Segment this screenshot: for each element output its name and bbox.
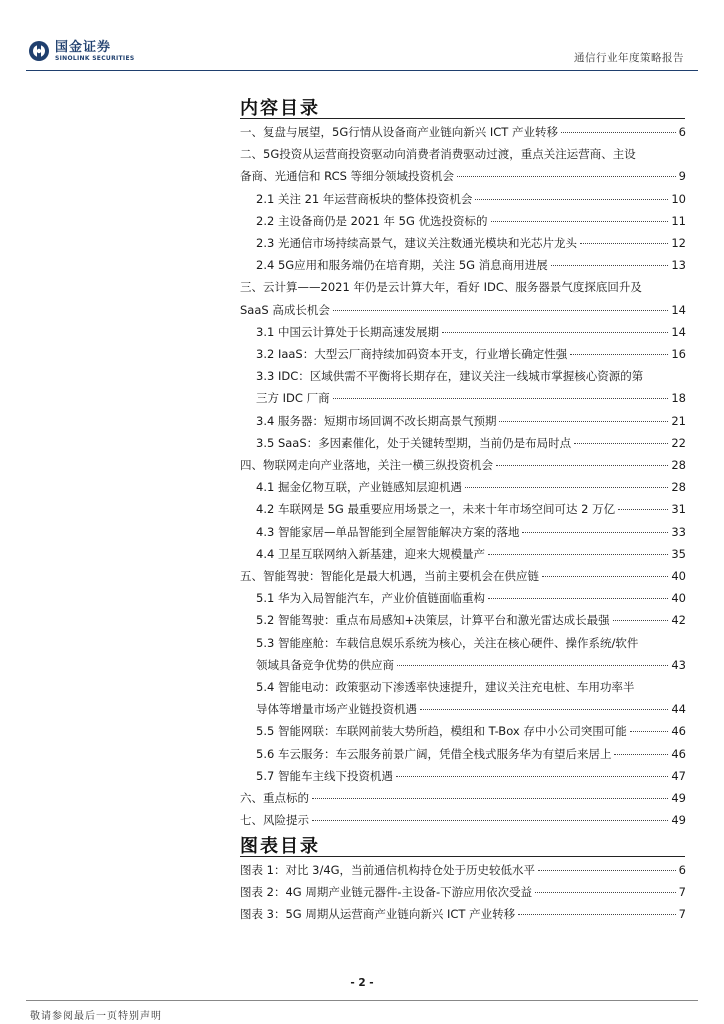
dot-leader bbox=[488, 554, 668, 555]
toc-entry[interactable] bbox=[240, 609, 686, 631]
toc-entry-page: 13 bbox=[671, 258, 686, 273]
figures-title: 图表目录 bbox=[240, 836, 320, 857]
toc-entry-page: 35 bbox=[671, 546, 686, 561]
dot-leader bbox=[442, 332, 668, 333]
dot-leader bbox=[574, 443, 668, 444]
toc-entry-page: 16 bbox=[671, 347, 686, 362]
toc-entry[interactable] bbox=[240, 410, 686, 432]
toc-entry[interactable] bbox=[240, 632, 686, 676]
toc-entry-text: 4.1 掘金亿物互联，产业链感知层迎机遇 bbox=[256, 480, 462, 495]
toc-entry[interactable] bbox=[240, 432, 686, 454]
toc-entry-page: 18 bbox=[671, 391, 686, 406]
toc-entry[interactable] bbox=[240, 498, 686, 520]
toc-entry[interactable] bbox=[240, 343, 686, 365]
dot-leader bbox=[542, 576, 668, 577]
toc-entry-page: 46 bbox=[671, 746, 686, 761]
toc-entry-text: 4.3 智能家居—单品智能到全屋智能解决方案的落地 bbox=[256, 524, 520, 539]
toc-entry-text: 5.1 华为入局智能汽车，产业价值链面临重构 bbox=[256, 591, 485, 606]
toc-entry-text: 四、物联网走向产业落地，关注一横三纵投资机会 bbox=[240, 458, 493, 473]
toc-entry-text: 2.3 光通信市场持续高景气，建议关注数通光模块和光芯片龙头 bbox=[256, 236, 577, 251]
toc-entry-text: 2.1 关注 21 年运营商板块的整体投资机会 bbox=[256, 191, 473, 206]
toc-entry-text: 导体等增量市场产业链投资机遇 bbox=[256, 702, 417, 717]
company-logo bbox=[28, 40, 134, 62]
toc-entry-page: 12 bbox=[671, 236, 686, 251]
dot-leader bbox=[312, 820, 668, 821]
toc-entry[interactable] bbox=[240, 521, 686, 543]
page-number: - 2 - bbox=[350, 977, 374, 989]
toc-entry-page: 21 bbox=[671, 413, 686, 428]
dot-leader bbox=[630, 731, 669, 732]
toc-entry[interactable] bbox=[240, 276, 686, 320]
toc-entry-text: 5.2 智能驾驶：重点布局感知+决策层，计算平台和激光雷达成长最强 bbox=[256, 613, 610, 628]
dot-leader bbox=[475, 199, 668, 200]
sinolink-logo-icon bbox=[28, 40, 50, 62]
toc-entry[interactable] bbox=[240, 720, 686, 742]
dot-leader bbox=[580, 243, 668, 244]
toc-entry-page: 14 bbox=[671, 302, 686, 317]
dot-leader bbox=[333, 398, 669, 399]
toc-entry-text: 5.7 智能车主线下投资机遇 bbox=[256, 768, 393, 783]
dot-leader bbox=[499, 421, 668, 422]
toc-entry[interactable] bbox=[240, 587, 686, 609]
toc-entry-text-line: 二、5G投资从运营商投资驱动向消费者消费驱动过渡，重点关注运营商、主设 bbox=[240, 147, 636, 162]
dot-leader bbox=[496, 465, 668, 466]
contents-title: 内容目录 bbox=[240, 98, 320, 119]
toc-entry-page: 49 bbox=[671, 791, 686, 806]
toc-entry[interactable] bbox=[240, 743, 686, 765]
dot-leader bbox=[457, 176, 676, 177]
toc-entry-text: 备商、光通信和 RCS 等细分领域投资机会 bbox=[240, 169, 455, 184]
toc-entry-text: 3.5 SaaS：多因素催化，处于关键转型期，当前仍是布局时点 bbox=[256, 435, 572, 450]
toc-entry-text: 三方 IDC 厂商 bbox=[256, 391, 330, 406]
toc-entry[interactable] bbox=[240, 454, 686, 476]
toc-entry-text-line: 三、云计算——2021 年仍是云计算大年，看好 IDC、服务器景气度探底回升及 bbox=[240, 280, 642, 295]
toc-entry-page: 10 bbox=[671, 191, 686, 206]
toc-entry-page: 44 bbox=[671, 702, 686, 717]
dot-leader bbox=[333, 310, 669, 311]
dot-leader bbox=[535, 892, 676, 893]
footer-disclaimer: 敬请参阅最后一页特别声明 bbox=[30, 1011, 162, 1022]
toc-entry-text: 3.2 IaaS：大型云厂商持续加码资本开支，行业增长确定性强 bbox=[256, 347, 568, 362]
page-header bbox=[0, 0, 724, 70]
toc-entry[interactable] bbox=[240, 787, 686, 809]
toc-entry[interactable] bbox=[240, 809, 686, 831]
toc-entry[interactable] bbox=[240, 232, 686, 254]
toc-entry-page: 43 bbox=[671, 657, 686, 672]
toc-entry-text: 4.2 车联网是 5G 最重要应用场景之一，未来十年市场空间可达 2 万亿 bbox=[256, 502, 616, 517]
toc-entry-page: 42 bbox=[671, 613, 686, 628]
figure-entry[interactable] bbox=[240, 859, 686, 881]
dot-leader bbox=[613, 620, 669, 621]
toc-entry-text: 五、智能驾驶：智能化是最大机遇，当前主要机会在供应链 bbox=[240, 569, 539, 584]
dot-leader bbox=[491, 221, 669, 222]
toc-entry-page: 28 bbox=[671, 480, 686, 495]
toc-entry-text: 一、复盘与展望，5G行情从设备商产业链向新兴 ICT 产业转移 bbox=[240, 125, 558, 139]
toc-entry-text: 领域具备竞争优势的供应商 bbox=[256, 657, 394, 672]
toc-entry-page: 14 bbox=[671, 324, 686, 339]
toc-entry-page: 49 bbox=[671, 813, 686, 828]
toc-entry-page: 22 bbox=[671, 435, 686, 450]
toc-entry-text-line: 5.3 智能座舱：车载信息娱乐系统为核心，关注在核心硬件、操作系统/软件 bbox=[256, 635, 639, 650]
toc-entry-text: 5.6 车云服务：车云服务前景广阔，凭借全栈式服务华为有望后来居上 bbox=[256, 746, 612, 761]
figure-entry-text: 图表 3：5G 周期从运营商产业链向新兴 ICT 产业转移 bbox=[240, 907, 516, 922]
dot-leader bbox=[522, 532, 668, 533]
figures-title-rule bbox=[240, 856, 685, 857]
toc-entry-page: 40 bbox=[671, 569, 686, 584]
toc-entry[interactable] bbox=[240, 565, 686, 587]
figure-entry-page: 7 bbox=[678, 885, 686, 900]
toc-entry-text: 六、重点标的 bbox=[240, 791, 309, 806]
toc-entry-page: 6 bbox=[678, 125, 686, 139]
toc-entry[interactable] bbox=[240, 543, 686, 565]
toc-entry[interactable] bbox=[240, 765, 686, 787]
toc-entry-page: 40 bbox=[671, 591, 686, 606]
dot-leader bbox=[538, 870, 676, 871]
toc-entry-text: 2.2 主设备商仍是 2021 年 5G 优选投资标的 bbox=[256, 213, 488, 228]
figure-entry[interactable] bbox=[240, 903, 686, 925]
toc-entry-page: 9 bbox=[678, 169, 686, 184]
toc-entry-page: 11 bbox=[671, 213, 686, 228]
dot-leader bbox=[551, 265, 669, 266]
toc-entry-text: 3.1 中国云计算处于长期高速发展期 bbox=[256, 324, 439, 339]
toc-entry-text: 2.4 5G应用和服务端仍在培育期，关注 5G 消息商用进展 bbox=[256, 258, 548, 273]
toc-entry-text-line: 3.3 IDC：区域供需不平衡将长期存在，建议关注一线城市掌握核心资源的第 bbox=[256, 369, 644, 384]
dot-leader bbox=[396, 776, 668, 777]
table-of-contents bbox=[240, 121, 686, 832]
dot-leader bbox=[312, 798, 668, 799]
dot-leader bbox=[465, 487, 668, 488]
toc-entry-text-line: 5.4 智能电动：政策驱动下渗透率快速提升，建议关注充电桩、车用功率半 bbox=[256, 680, 635, 695]
figure-entry-page: 7 bbox=[678, 907, 686, 922]
figure-entry-page: 6 bbox=[678, 863, 686, 877]
figure-entry-text: 图表 1：对比 3/4G，当前通信机构持仓处于历史较低水平 bbox=[240, 863, 536, 877]
dot-leader bbox=[518, 914, 676, 915]
dot-leader bbox=[570, 354, 668, 355]
toc-entry[interactable] bbox=[240, 254, 686, 276]
logo-english-name: SINOLINK SECURITIES bbox=[55, 54, 135, 62]
toc-entry-page: 47 bbox=[671, 768, 686, 783]
figure-entry-text: 图表 2：4G 周期产业链元器件-主设备-下游应用依次受益 bbox=[240, 885, 533, 900]
toc-entry-page: 31 bbox=[671, 502, 686, 517]
logo-chinese-name: 国金证券 bbox=[55, 39, 112, 55]
toc-entry-page: 28 bbox=[671, 458, 686, 473]
report-title: 通信行业年度策略报告 bbox=[574, 52, 684, 64]
dot-leader bbox=[614, 754, 668, 755]
toc-entry[interactable] bbox=[240, 676, 686, 720]
toc-entry-text: 3.4 服务器：短期市场回调不改长期高景气预期 bbox=[256, 413, 497, 428]
toc-entry[interactable] bbox=[240, 365, 686, 409]
dot-leader bbox=[561, 132, 676, 133]
dot-leader bbox=[618, 509, 668, 510]
toc-entry-text: 5.5 智能网联：车联网前装大势所趋，模组和 T-Box 存中小公司突围可能 bbox=[256, 724, 627, 739]
figure-list bbox=[240, 859, 686, 926]
toc-entry-text: 七、风险提示 bbox=[240, 813, 309, 828]
toc-entry-text: SaaS 高成长机会 bbox=[240, 302, 330, 317]
dot-leader bbox=[488, 598, 668, 599]
toc-entry[interactable] bbox=[240, 476, 686, 498]
figure-entry[interactable] bbox=[240, 881, 686, 903]
toc-entry[interactable] bbox=[240, 210, 686, 232]
footer-divider bbox=[26, 1000, 698, 1001]
toc-entry[interactable] bbox=[240, 188, 686, 210]
dot-leader bbox=[420, 709, 668, 710]
header-divider bbox=[26, 70, 698, 71]
toc-entry[interactable] bbox=[240, 143, 686, 187]
contents-title-rule bbox=[240, 118, 685, 119]
toc-entry-page: 33 bbox=[671, 524, 686, 539]
toc-entry[interactable] bbox=[240, 321, 686, 343]
toc-entry-page: 46 bbox=[671, 724, 686, 739]
toc-entry-text: 4.4 卫星互联网纳入新基建，迎来大规模量产 bbox=[256, 546, 485, 561]
toc-entry[interactable] bbox=[240, 121, 686, 143]
dot-leader bbox=[397, 665, 668, 666]
